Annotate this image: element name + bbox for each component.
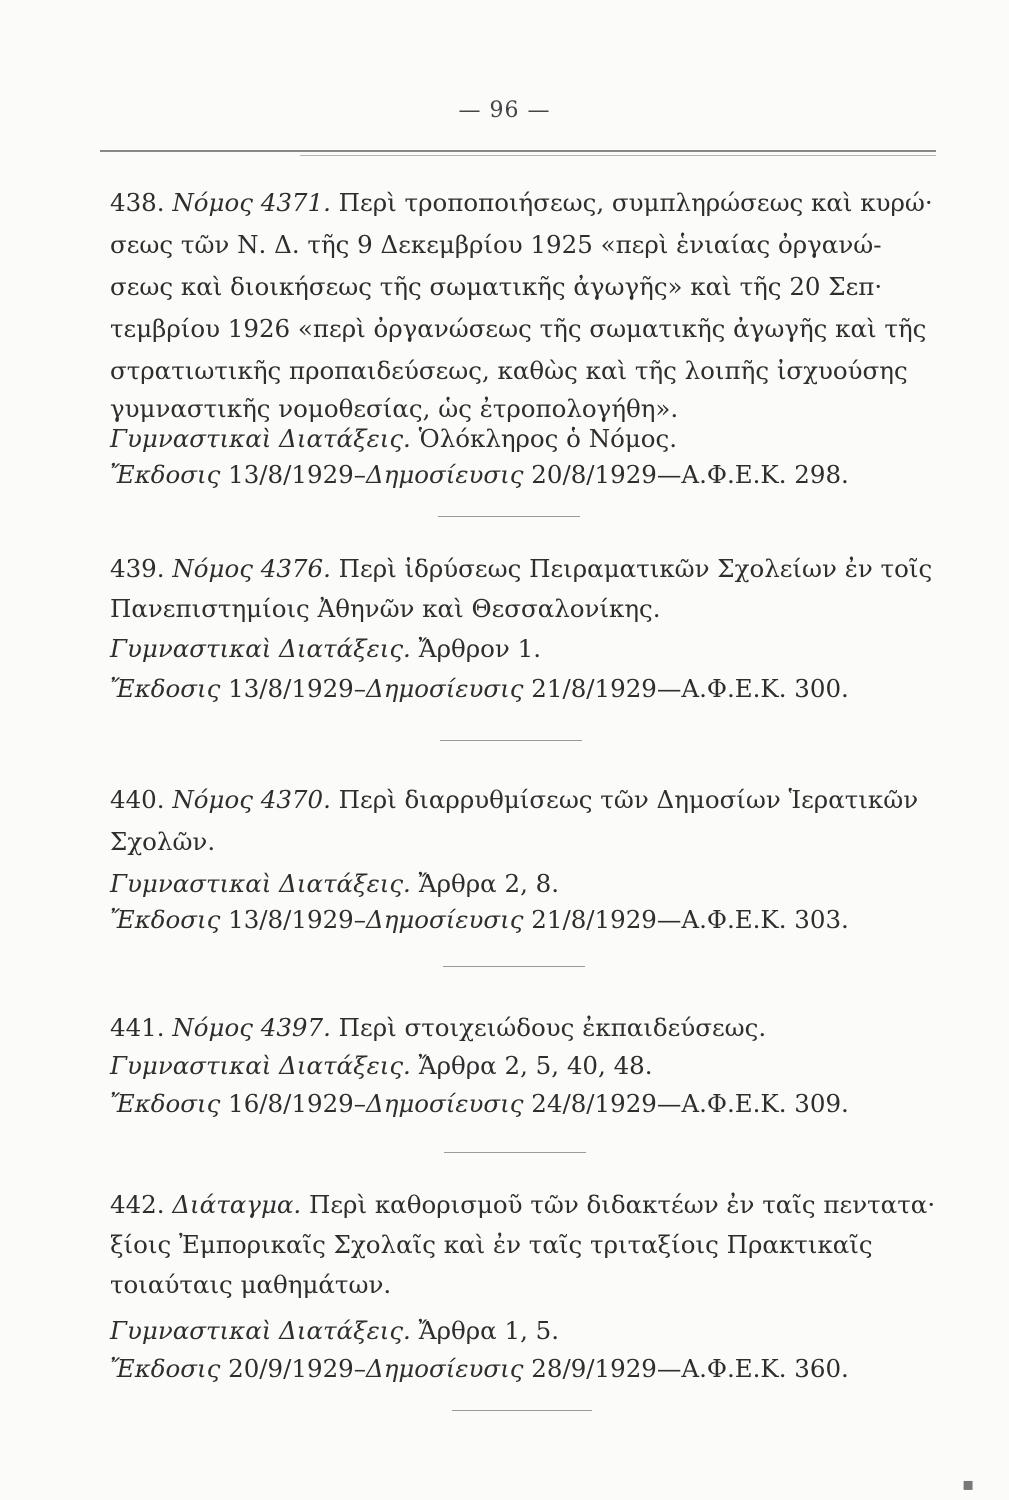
issue-label: Ἔκδοσις — [110, 1089, 221, 1118]
entry-number: 442. — [110, 1190, 165, 1219]
separator — [444, 1152, 586, 1153]
issue-date: 13/8/1929 — [228, 674, 354, 703]
header-rule-thin — [300, 155, 936, 156]
entry-title-line: Περὶ στοιχειώδους ἐκπαιδεύσεως. — [338, 1013, 767, 1042]
entry-title-line: ξίοις Ἐμπορικαῖς Σχολαῖς καὶ ἐν ταῖς τριταξίοις Πρακτικαῖς — [110, 1230, 873, 1259]
entry-type: Νόμος 4397. — [172, 1013, 331, 1042]
publication-label: Δημοσίευσις — [366, 674, 524, 703]
header-rule — [100, 150, 936, 152]
publication-value: 21/8/1929—Α.Φ.Ε.Κ. 300. — [531, 674, 849, 703]
entry-type: Νόμος 4370. — [172, 785, 331, 814]
provisions-label: Γυμναστικαὶ Διατάξεις. — [110, 1316, 411, 1345]
entry-title-line: Σχολῶν. — [110, 827, 216, 856]
publication-value: 24/8/1929—Α.Φ.Ε.Κ. 309. — [531, 1089, 849, 1118]
issue-label: Ἔκδοσις — [110, 1354, 221, 1383]
publication-label: Δημοσίευσις — [366, 1354, 524, 1383]
provisions-value: Ἄρθρα 1, 5. — [418, 1316, 560, 1345]
provisions-value: Ἄρθρα 2, 8. — [418, 869, 560, 898]
publication-label: Δημοσίευσις — [366, 905, 524, 934]
entry-number: 439. — [110, 554, 165, 583]
entry-title-line: γυμναστικῆς νομοθεσίας, ὡς ἐτροπολογήθη». — [110, 394, 679, 423]
publication-value: 20/8/1929—Α.Φ.Ε.Κ. 298. — [531, 460, 849, 489]
separator — [438, 516, 580, 517]
entry-title-line: Περὶ διαρρυθμίσεως τῶν Δημοσίων Ἱερατικῶν — [338, 785, 919, 814]
publication-label: Δημοσίευσις — [366, 1089, 524, 1118]
separator — [443, 966, 585, 967]
entry-number: 441. — [110, 1013, 165, 1042]
entry-number: 438. — [110, 188, 165, 217]
entry-number: 440. — [110, 785, 165, 814]
issue-label: Ἔκδοσις — [110, 905, 221, 934]
entry-title-line: τοιαύταις μαθημάτων. — [110, 1270, 392, 1299]
issue-date: 13/8/1929 — [228, 905, 354, 934]
separator — [452, 1410, 592, 1411]
entry-title-line: στρατιωτικῆς προπαιδεύσεως, καθὼς καὶ τῆς λοιπῆς ἰσχυούσης — [110, 356, 908, 385]
issue-date: 16/8/1929 — [228, 1089, 354, 1118]
entry-title-line: Περὶ τροποποιήσεως, συμπληρώσεως καὶ κυρώ· — [338, 188, 933, 217]
entry-type: Νόμος 4371. — [172, 188, 331, 217]
entry-title-line: σεως τῶν Ν. Δ. τῆς 9 Δεκεμβρίου 1925 «περὶ ἑνιαίας ὀργανώ- — [110, 230, 882, 259]
publication-label: Δημοσίευσις — [366, 460, 524, 489]
entry-title-line: σεως καὶ διοικήσεως τῆς σωματικῆς ἀγωγῆς» καὶ τῆς 20 Σεπ· — [110, 272, 883, 301]
provisions-value: Ἄρθρα 2, 5, 40, 48. — [418, 1051, 653, 1080]
entry-title-line: Πανεπιστημίοις Ἀθηνῶν καὶ Θεσσαλονίκης. — [110, 594, 661, 623]
provisions-label: Γυμναστικαὶ Διατάξεις. — [110, 869, 411, 898]
page-number: — 96 — — [458, 98, 551, 123]
issue-label: Ἔκδοσις — [110, 674, 221, 703]
provisions-label: Γυμναστικαὶ Διατάξεις. — [110, 1051, 411, 1080]
provisions-label: Γυμναστικαὶ Διατάξεις. — [110, 634, 411, 663]
publication-value: 21/8/1929—Α.Φ.Ε.Κ. 303. — [531, 905, 849, 934]
entry-type: Διάταγμα. — [172, 1190, 302, 1219]
issue-date: 13/8/1929 — [228, 460, 354, 489]
entry-type: Νόμος 4376. — [172, 554, 331, 583]
issue-date: 20/9/1929 — [228, 1354, 354, 1383]
publication-value: 28/9/1929—Α.Φ.Ε.Κ. 360. — [531, 1354, 849, 1383]
provisions-value: Ἄρθρον 1. — [418, 634, 541, 663]
entry-title-line: Περὶ καθορισμοῦ τῶν διδακτέων ἐν ταῖς πεντατα· — [309, 1190, 936, 1219]
entry-title-line: τεμβρίου 1926 «περὶ ὀργανώσεως τῆς σωματικῆς ἀγωγῆς καὶ τῆς — [110, 314, 927, 343]
provisions-label: Γυμναστικαὶ Διατάξεις. — [110, 424, 411, 453]
separator — [440, 740, 582, 741]
print-speck: ▪ — [962, 1474, 975, 1495]
provisions-value: Ὁλόκληρος ὁ Νόμος. — [418, 424, 678, 453]
issue-label: Ἔκδοσις — [110, 460, 221, 489]
entry-title-line: Περὶ ἱδρύσεως Πειραματικῶν Σχολείων ἐν τοῖς — [338, 554, 933, 583]
